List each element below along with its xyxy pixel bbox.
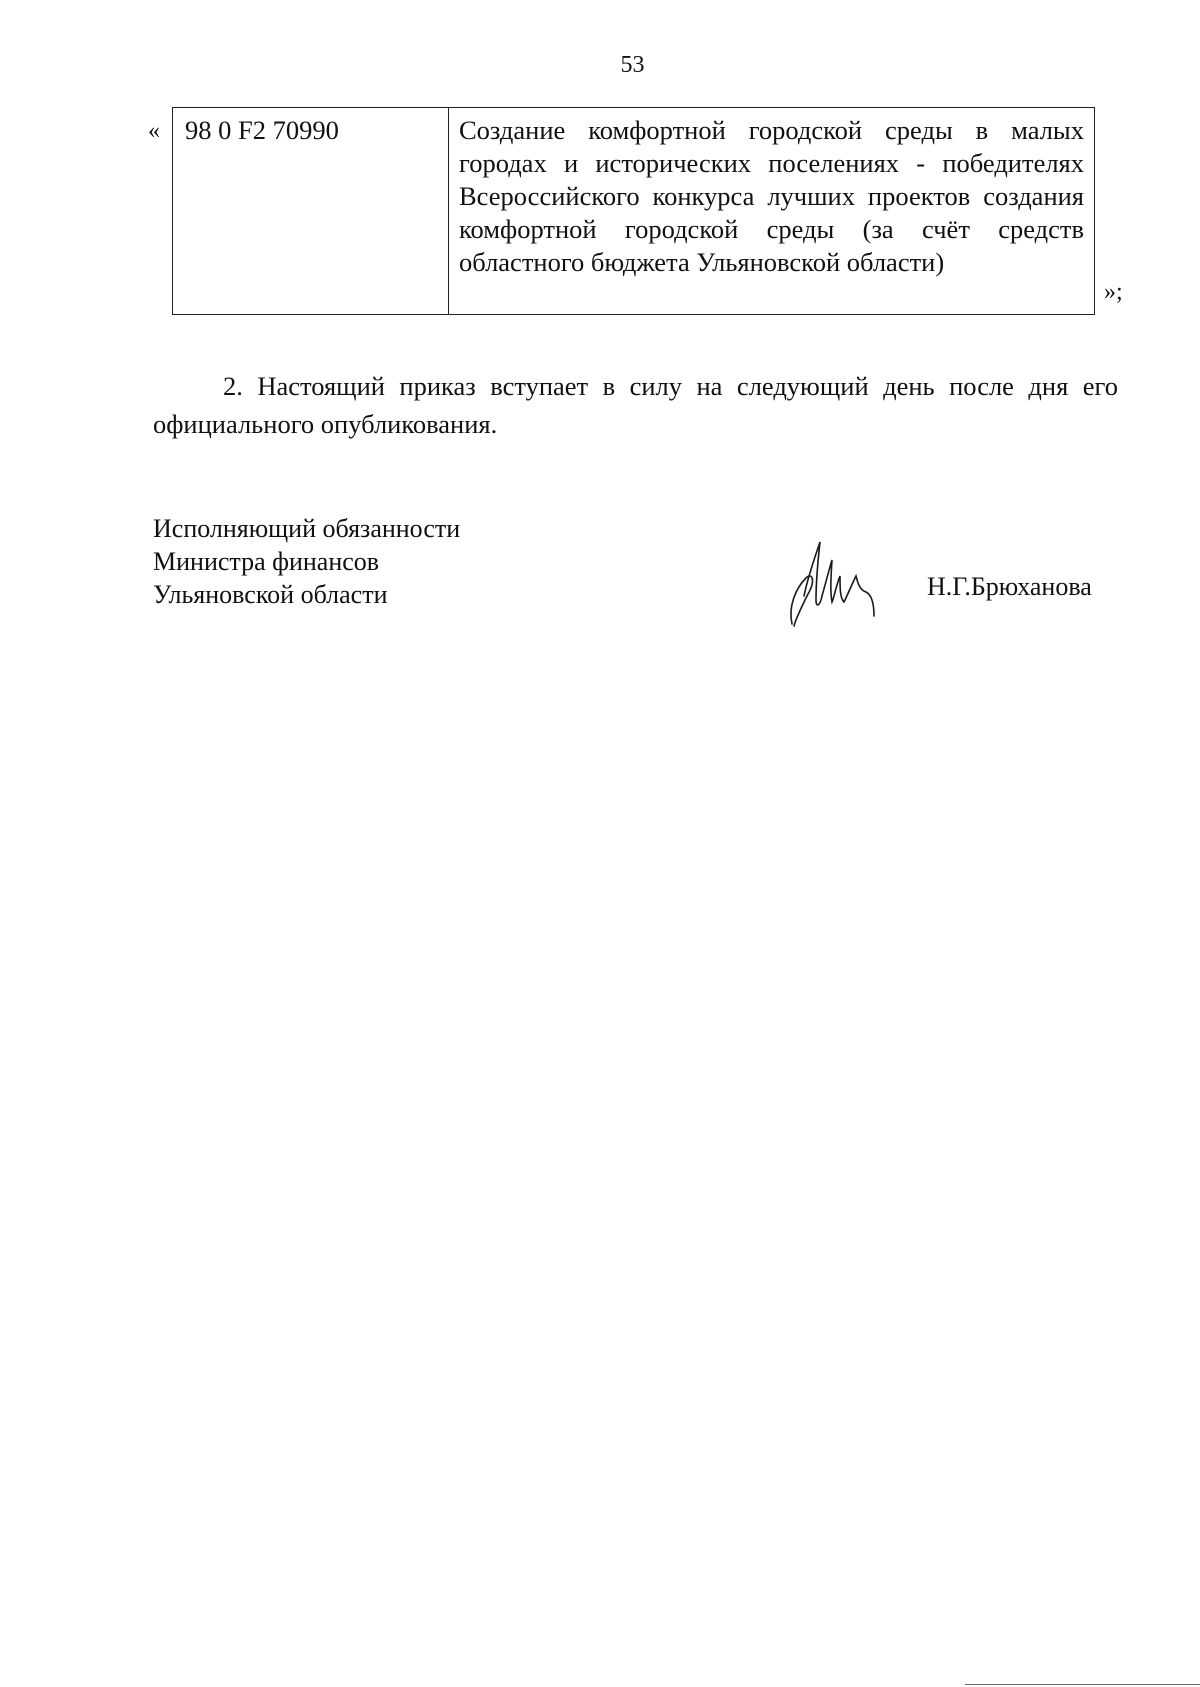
signer-name: Н.Г.Брюханова: [927, 572, 1092, 601]
scan-edge-line: [965, 1684, 1200, 1685]
signatory-line-region: Ульяновской области: [153, 580, 388, 609]
table-row: [173, 108, 1095, 315]
budget-description-cell: Создание комфортной городской среды в малых городах и исторических поселениях - победителях Всероссийского конкурса лучших проектов создания комфортной городской среды (за счёт средств областного бюджета Ульяновской области): [449, 108, 1095, 315]
signatory-title: [153, 512, 460, 611]
budget-code-table: [172, 107, 1095, 315]
page-number: 53: [620, 52, 645, 78]
effective-date-paragraph: 2. Настоящий приказ вступает в силу на следующий день после дня его официального опубликования.: [153, 370, 1118, 439]
handwritten-signature-icon: [786, 536, 886, 632]
closing-quote: »;: [1104, 279, 1123, 305]
budget-code-cell: 98 0 F2 70990: [173, 108, 449, 315]
opening-quote: «: [148, 118, 160, 144]
signatory-line-ministry: Министра финансов: [153, 547, 380, 576]
signatory-line-position: Исполняющий обязанности: [153, 514, 461, 543]
